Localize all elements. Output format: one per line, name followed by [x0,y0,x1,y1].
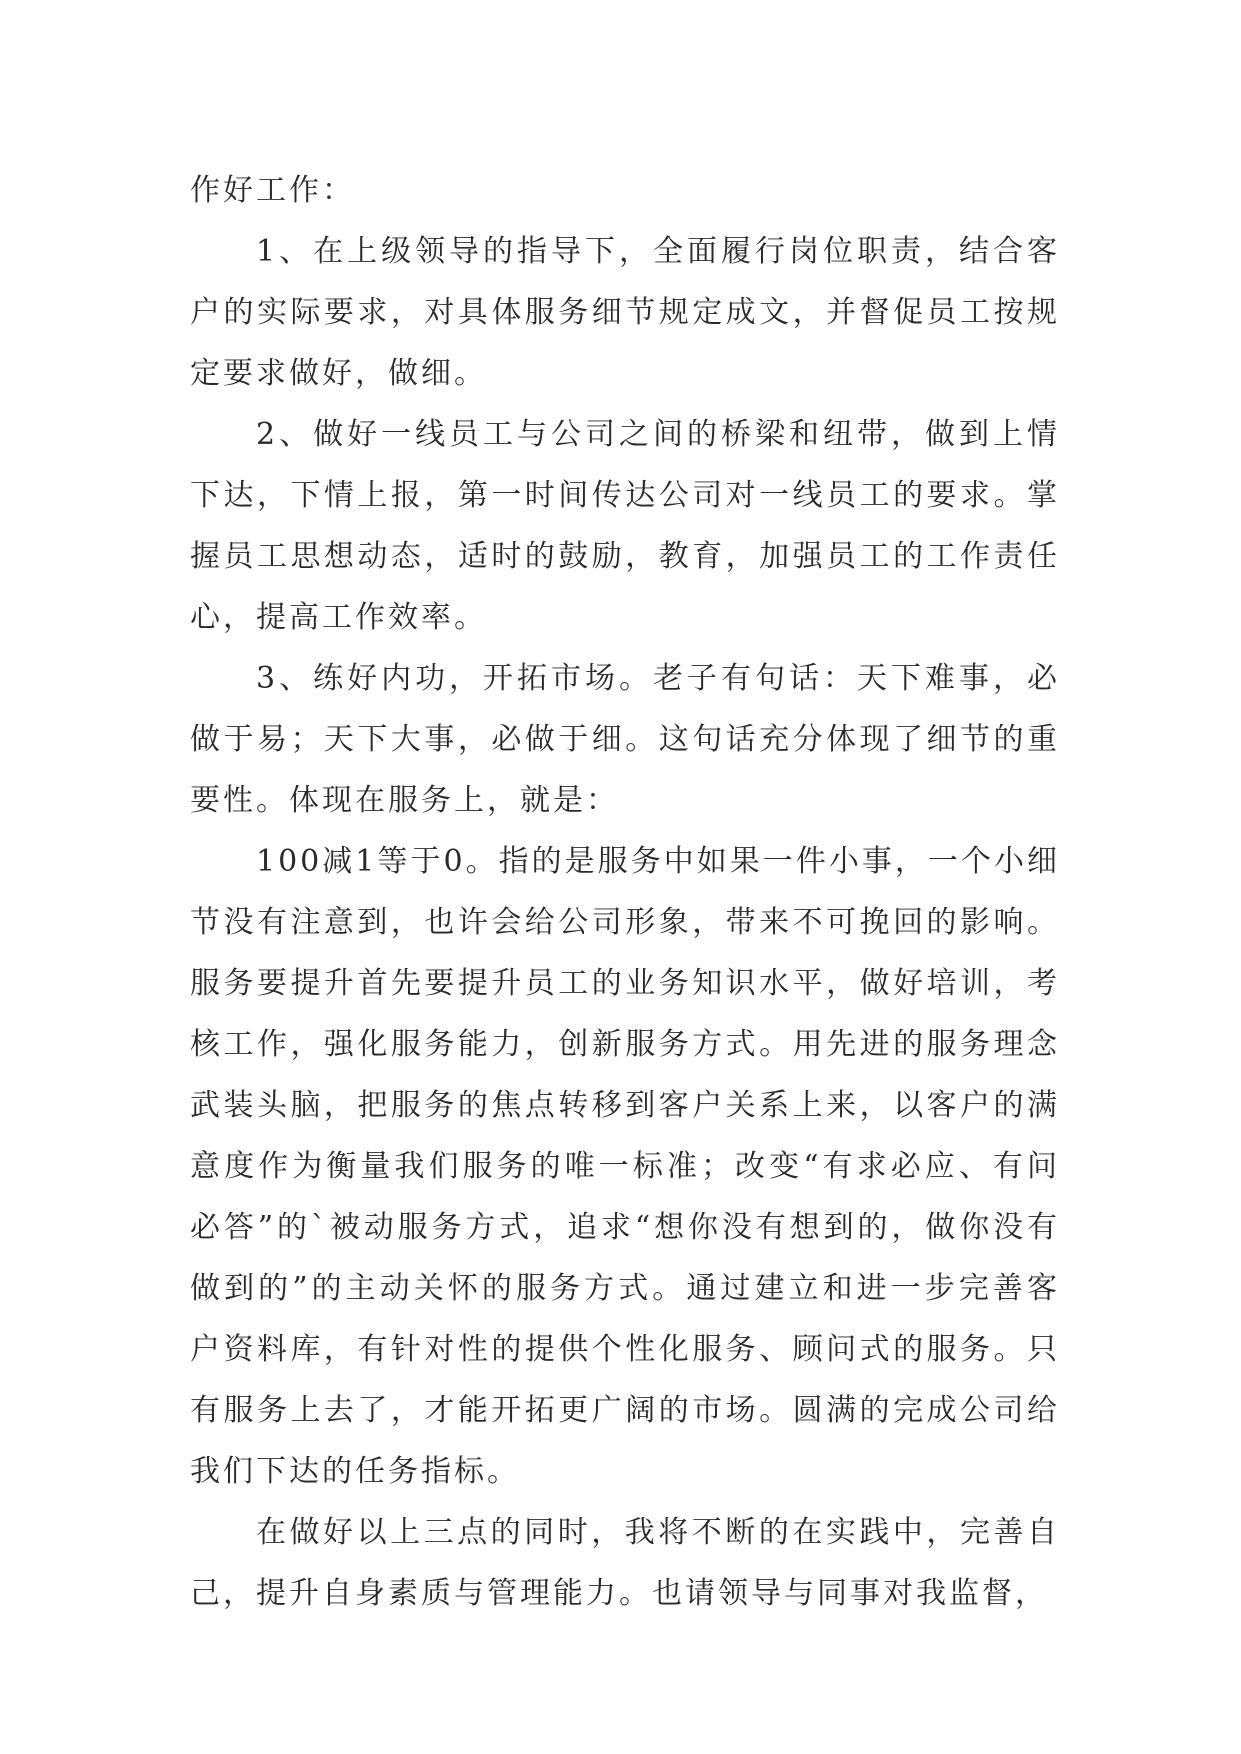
paragraph-item-1: 1、在上级领导的指导下，全面履行岗位职责，结合客户的实际要求，对具体服务细节规定成文，并督促员工按规定要求做好，做细。 [190,234,1060,391]
paragraph-item-2: 2、做好一线员工与公司之间的桥梁和纽带，做到上情下达，下情上报，第一时间传达公司对一线员工的要求。掌握员工思想动态，适时的鼓励，教育，加强员工的工作责任心，提高工作效率。 [190,417,1060,635]
paragraph-service-detail: 100减1等于0。指的是服务中如果一件小事，一个小细节没有注意到，也许会给公司形象，带来不可挽回的影响。服务要提升首先要提升员工的业务知识水平，做好培训，考核工作，强化服务能力，创新服务方式。用先进的服务理念武装头脑，把服务的焦点转移到客户关系上来，以客户的满意度作为衡量我们服务的唯一标准；改变“有求必应、有问必答”的`被动服务方式，追求“想你没有想到的，做你没有做到的”的主动关怀的服务方式。通过建立和进一步完善客户资料库，有针对性的提供个性化服务、顾问式的服务。只有服务上去了，才能开拓更广阔的市场。圆满的完成公司给我们下达的任务指标。 [190,844,1060,1489]
paragraph-closing: 在做好以上三点的同时，我将不断的在实践中，完善自己，提升自身素质与管理能力。也请领导与同事对我监督， [190,1515,1060,1611]
document-body [190,160,1060,1624]
paragraph-item-3: 3、练好内功，开拓市场。老子有句话：天下难事，必做于易；天下大事，必做于细。这句话充分体现了细节的重要性。体现在服务上，就是： [190,661,1060,818]
paragraph-intro: 作好工作： [190,173,355,208]
